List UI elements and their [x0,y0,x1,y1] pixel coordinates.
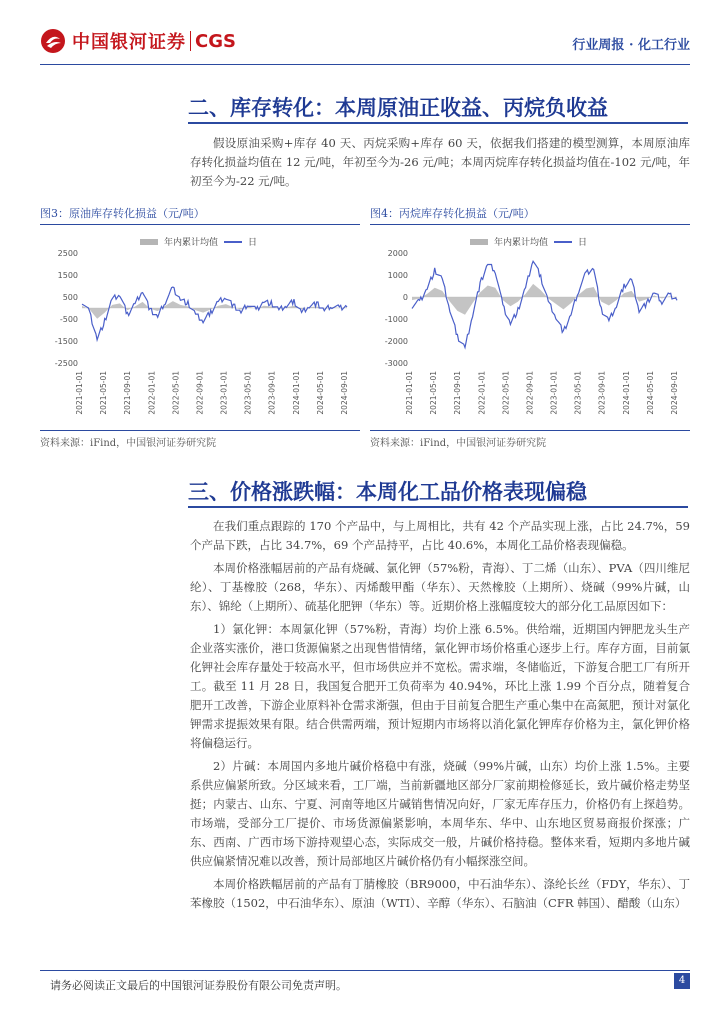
y-tick-label: -1500 [54,337,78,346]
x-tick-label: 2021-01-01 [405,371,414,415]
y-tick-label: 1000 [387,271,408,280]
series-daily-line [82,287,347,340]
figure-3 [40,205,360,449]
report-category: 行业周报 · 化工行业 [572,38,690,53]
brand-separator [190,31,191,51]
figure-4 [370,205,690,449]
y-tick-label: -3000 [384,359,408,368]
section-3-body [190,517,690,917]
brand-name-en: CGS [195,30,236,52]
x-tick-label: 2024-01-01 [621,371,631,415]
legend-swatch-gray [140,239,158,245]
brand-logo [40,28,236,54]
x-tick-label: 2022-05-01 [171,371,181,415]
legend-label-daily: 日 [248,238,258,248]
x-tick-label: 2022-05-01 [501,371,511,415]
x-tick-label: 2021-05-01 [429,371,439,415]
x-tick-label: 2023-09-01 [267,371,277,415]
section-2-paragraph: 假设原油采购+库存 40 天、丙烷采购+库存 60 天，依据我们搭建的模型测算，本周原油库存转化损益均值在 12 元/吨，年初至今为-26 元/吨；本周丙烷库存转化损益均值在-102 元/吨，年初至今为-22 元/吨。 [190,136,690,188]
legend-label-daily: 日 [578,238,588,248]
section-3-paragraph: 2）片碱：本周国内多地片碱价格稳中有涨，烧碱（99%片碱，山东）均价上涨 1.5%。主要系供应偏紧所致。分区域来看，工厂端，当前新疆地区部分厂家前期检修延长，致片碱价格走势坚挺；内蒙古、山东、宁夏、河南等地区片碱销售情况向好，厂家无库存压力，价格仍有上探趋势。市场端，受部分工厂提价、市场货源偏紧影响，本周华东、华中、山东地区贸易商报价探涨；广东、西南、广西市场下游持观望心态，实际成交一般，片碱价格持稳。整体来看，短期内多地片碱供应偏紧情况难以改善，预计局部地区片碱价格仍有小幅探涨空间。 [190,759,690,868]
x-tick-label: 2022-01-01 [147,371,157,415]
x-tick-label: 2023-05-01 [243,371,253,415]
section-3-title: 三、价格涨跌幅：本周化工品价格表现偏稳 [188,480,587,504]
x-tick-label: 2022-09-01 [195,371,205,415]
series-daily-line [412,261,677,347]
x-tick-label: 2021-09-01 [123,371,133,415]
x-tick-label: 2023-01-01 [549,371,559,415]
section-2-heading [188,92,688,124]
x-tick-label: 2024-05-01 [645,371,655,415]
section-2-title: 二、库存转化：本周原油正收益、丙烷负收益 [188,96,608,120]
x-tick-label: 2024-09-01 [670,371,679,415]
x-tick-label: 2023-09-01 [597,371,607,415]
y-tick-label: 1500 [57,271,78,280]
y-tick-label: -1000 [384,315,408,324]
section-2-body [190,134,690,195]
figure-4-title: 图4：丙烷库存转化损益（元/吨） [370,205,690,225]
y-tick-label: -2500 [54,359,78,368]
x-tick-label: 2023-01-01 [219,371,229,415]
section-3-paragraph: 本周价格跌幅居前的产品有丁腈橡胶（BR9000，中石油华东）、涤纶长丝（FDY，华东）、丁苯橡胶（1502，中石油华东）、原油（WTI）、辛醇（华东）、石脑油（CFR 韩国）、醋酸（山东） [190,877,690,910]
x-tick-label: 2023-05-01 [573,371,583,415]
header-divider [40,64,690,65]
brand-name-cn: 中国银河证券 [72,32,186,53]
x-tick-label: 2024-01-01 [291,371,301,415]
page-number: 4 [674,973,690,989]
brand-logo-icon [40,28,66,54]
figure-3-source: 资料来源：iFind，中国银河证券研究院 [40,430,360,449]
x-tick-label: 2022-09-01 [525,371,535,415]
y-tick-label: 2000 [387,249,408,258]
y-tick-label: 0 [402,293,408,302]
legend-swatch-gray [470,239,488,245]
y-tick-label: 2500 [57,249,78,258]
figure-4-source: 资料来源：iFind，中国银河证券研究院 [370,430,690,449]
figure-4-chart [370,245,690,435]
legend-label-mean: 年内累计均值 [494,238,549,248]
page-footer [40,970,690,992]
footer-disclaimer: 请务必阅读正文最后的中国银河证券股份有限公司免责声明。 [50,979,347,992]
section-3-paragraph: 在我们重点跟踪的 170 个产品中，与上周相比，共有 42 个产品实现上涨，占比 24.7%，59 个产品下跌，占比 34.7%，69 个产品持平，占比 40.6%，本周化工品价格表现偏稳。 [190,519,690,552]
x-tick-label: 2024-05-01 [315,371,325,415]
legend-swatch-blue [554,241,572,243]
legend-label-mean: 年内累计均值 [164,238,219,248]
series-mean-area [82,301,347,319]
figure-3-title: 图3：原油库存转化损益（元/吨） [40,205,360,225]
y-tick-label: 500 [62,293,78,302]
y-tick-label: -2000 [384,337,408,346]
section-3-paragraph: 1）氯化钾：本周氯化钾（57%粉，青海）均价上涨 6.5%。供给端，近期国内钾肥龙头生产企业落实涨价，港口货源偏紧之出现售惜情绪，氯化钾市场价格重心逐步上行。库存方面，目前氯化钾社会库存量处于较高水平，但市场供应并不宽松。需求端，冬储临近，下游复合肥工厂有所开工。截至 11 月 28 日，我国复合肥开工负荷率为 40.94%，环比上涨 1.99 个百分点，随着复合肥开工改善，下游企业原料补仓需求渐强，但由于目前复合肥生产重心集中在高氮肥，预计对氯化钾需求提振效果有限。结合供需两端，预计短期内市场将以消化氯化钾库存价格为主，氯化钾价格将偏稳运行。 [190,622,690,750]
legend-swatch-blue [224,241,242,243]
page-header [40,24,690,60]
section-3-paragraph: 本周价格涨幅居前的产品有烧碱、氯化钾（57%粉，青海）、丁二烯（山东）、PVA（四川维尼纶）、丁基橡胶（268，华东）、丙烯酸甲酯（华东）、天然橡胶（上期所）、烧碱（99%片碱，山东）、锦纶（上期所）、硫基化肥钾（华东）等。近期价格上涨幅度较大的部分化工品原因如下： [190,561,690,613]
section-3-heading [188,476,688,508]
x-tick-label: 2021-01-01 [75,371,84,415]
x-tick-label: 2024-09-01 [340,371,349,415]
y-tick-label: -500 [59,315,78,324]
x-tick-label: 2022-01-01 [477,371,487,415]
x-tick-label: 2021-09-01 [453,371,463,415]
x-tick-label: 2021-05-01 [99,371,109,415]
figure-3-chart [40,245,360,435]
